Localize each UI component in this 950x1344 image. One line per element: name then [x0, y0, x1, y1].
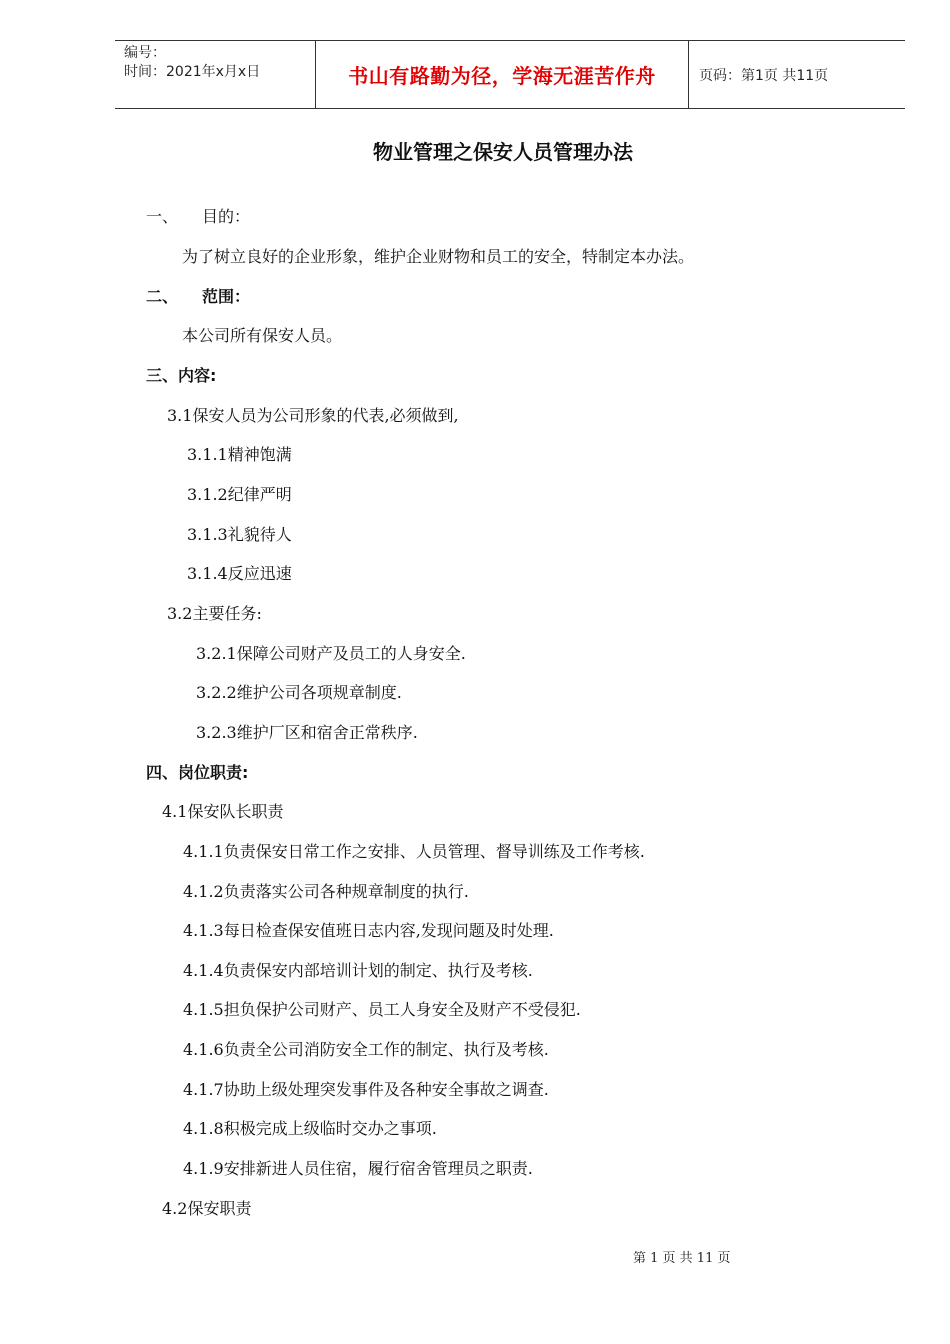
item-4-1-8: 4.1.8积极完成上级临时交办之事项. — [183, 1119, 437, 1138]
section-4-heading: 四、岗位职责: — [146, 763, 249, 782]
item-4-2: 4.2保安职责 — [162, 1199, 252, 1218]
section-1-number: 一、 — [146, 207, 179, 226]
serial-label: 编号： — [124, 45, 166, 61]
header-left-cell — [115, 41, 315, 108]
item-3-2-2: 3.2.2维护公司各项规章制度. — [196, 683, 402, 702]
page-footer: 第 1 页 共 11 页 — [633, 1251, 731, 1266]
section-3-heading: 三、内容: — [146, 366, 217, 385]
header-center-cell — [315, 41, 689, 108]
item-3-1-3: 3.1.3礼貌待人 — [187, 525, 292, 544]
section-1-body: 为了树立良好的企业形象，维护企业财物和员工的安全，特制定本办法。 — [182, 247, 695, 266]
section-1-title: 目的： — [202, 207, 251, 226]
item-3-2: 3.2主要任务: — [167, 604, 262, 623]
section-2-title: 范围： — [202, 287, 251, 306]
item-3-1-4: 3.1.4反应迅速 — [187, 564, 292, 583]
item-4-1-1: 4.1.1负责保安日常工作之安排、人员管理、督导训练及工作考核. — [183, 842, 645, 861]
item-4-1-9: 4.1.9安排新进人员住宿，履行宿舍管理员之职责. — [183, 1159, 533, 1178]
section-1-heading — [146, 206, 250, 228]
document-title: 物业管理之保安人员管理办法 — [373, 140, 633, 164]
header-table — [115, 40, 905, 109]
section-2-body: 本公司所有保安人员。 — [182, 326, 343, 345]
item-4-1: 4.1保安队长职责 — [162, 802, 284, 821]
section-2-heading — [146, 286, 250, 308]
motto: 书山有路勤为径，学海无涯苦作舟 — [348, 64, 656, 88]
page-info: 页码：第1页 共11页 — [699, 67, 829, 84]
item-3-2-3: 3.2.3维护厂区和宿舍正常秩序. — [196, 723, 418, 742]
item-4-1-2: 4.1.2负责落实公司各种规章制度的执行. — [183, 882, 469, 901]
item-4-1-4: 4.1.4负责保安内部培训计划的制定、执行及考核. — [183, 961, 533, 980]
time-label: 时间：2021年x月x日 — [124, 64, 261, 80]
item-3-1-1: 3.1.1精神饱满 — [187, 445, 292, 464]
item-4-1-3: 4.1.3每日检查保安值班日志内容,发现问题及时处理. — [183, 921, 554, 940]
section-2-number: 二、 — [146, 287, 179, 306]
item-3-1-2: 3.1.2纪律严明 — [187, 485, 292, 504]
item-3-2-1: 3.2.1保障公司财产及员工的人身安全. — [196, 644, 466, 663]
item-4-1-5: 4.1.5担负保护公司财产、员工人身安全及财产不受侵犯. — [183, 1000, 581, 1019]
item-4-1-7: 4.1.7协助上级处理突发事件及各种安全事故之调查. — [183, 1080, 549, 1099]
item-4-1-6: 4.1.6负责全公司消防安全工作的制定、执行及考核. — [183, 1040, 549, 1059]
item-3-1: 3.1保安人员为公司形象的代表,必须做到, — [167, 406, 459, 425]
